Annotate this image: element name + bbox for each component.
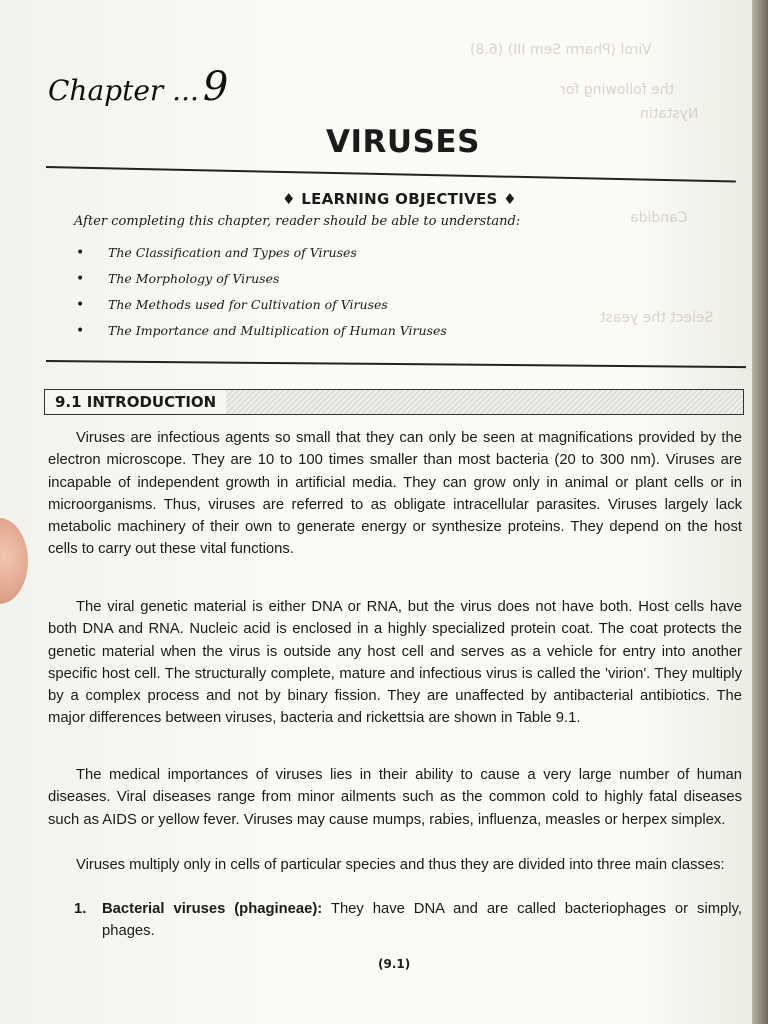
learning-objectives-list bbox=[76, 240, 447, 344]
body-paragraph: The medical importances of viruses lies in their ability to cause a very large number of human diseases. Viral diseases range from minor ailments such as the common cold to highly fatal diseases such as AIDS or yellow fever. Viruses may cause mumps, rabies, influenza, measles or herpex simplex. bbox=[48, 767, 742, 828]
list-term: Bacterial viruses (phagineae): bbox=[102, 901, 323, 917]
bleed-through-text: Nystatin bbox=[640, 106, 699, 122]
page-number: (9.1) bbox=[378, 957, 411, 971]
bullet-icon: • bbox=[76, 297, 85, 313]
list-item: • The Methods used for Cultivation of Viruses bbox=[76, 292, 447, 318]
bullet-icon: • bbox=[76, 245, 85, 261]
page-title: VIRUSES bbox=[326, 124, 480, 160]
learning-objectives-heading: ♦ LEARNING OBJECTIVES ♦ bbox=[282, 190, 517, 208]
list-text: They have DNA and are called bacteriophages or simply, phages. bbox=[102, 901, 742, 940]
bullet-icon: • bbox=[76, 271, 85, 287]
learning-objectives-intro: After completing this chapter, reader should be able to understand: bbox=[74, 214, 521, 229]
body-paragraph: The viral genetic material is either DNA or RNA, but the virus does not have both. Host cells have both DNA and RNA. Nucleic acid is enclosed in a highly specialized protein coat. The coat protects the genetic material when the virus is outside any host cell and serves as a vehicle for entry into another specific host cell. The structurally complete, mature and infectious virus is called the 'virion'. They multiply by a complex process and not by binary fission. They are unaffected by antibacterial antibiotics. The major differences between viruses, bacteria and rickettsia are shown in Table 9.1. bbox=[48, 599, 742, 727]
list-item: • The Morphology of Viruses bbox=[76, 266, 447, 292]
list-item: • The Importance and Multiplication of Human Viruses bbox=[76, 318, 447, 344]
page-edge-shadow bbox=[752, 0, 768, 1024]
objectives-rule bbox=[46, 360, 746, 368]
list-item: • The Classification and Types of Viruses bbox=[76, 240, 447, 266]
title-rule bbox=[46, 166, 736, 182]
chapter-label: Chapter ... 9 bbox=[48, 64, 229, 110]
bleed-through-text: Virol (Pharm Sem III) (6.8) bbox=[470, 42, 652, 58]
body-paragraph: Viruses multiply only in cells of particular species and thus they are divided into three main classes: bbox=[76, 857, 725, 873]
body-paragraph: Viruses are infectious agents so small that they can only be seen at magnifications provided by the electron microscope. They are 10 to 100 times smaller than most bacteria (20 to 300 nm). Viruses are incapable of independent growth in artificial media. They can grow only in animal or plant cells or in microorganisms. Thus, viruses are referred to as obligate intracellular parasites. Viruses largely lack metabolic machinery of their own to generate energy or synthesize proteins. They depend on the host cells to carry out these vital functions. bbox=[48, 430, 742, 558]
bleed-through-text: Select the yeast bbox=[600, 310, 714, 326]
numbered-list-item bbox=[102, 898, 742, 943]
section-heading-label: 9.1 INTRODUCTION bbox=[45, 390, 226, 414]
bleed-through-text: Candida bbox=[630, 210, 688, 226]
bullet-icon: • bbox=[76, 323, 85, 339]
bleed-through-text: the following for bbox=[560, 82, 675, 98]
list-number: 1. bbox=[74, 901, 87, 917]
section-heading bbox=[44, 389, 744, 415]
